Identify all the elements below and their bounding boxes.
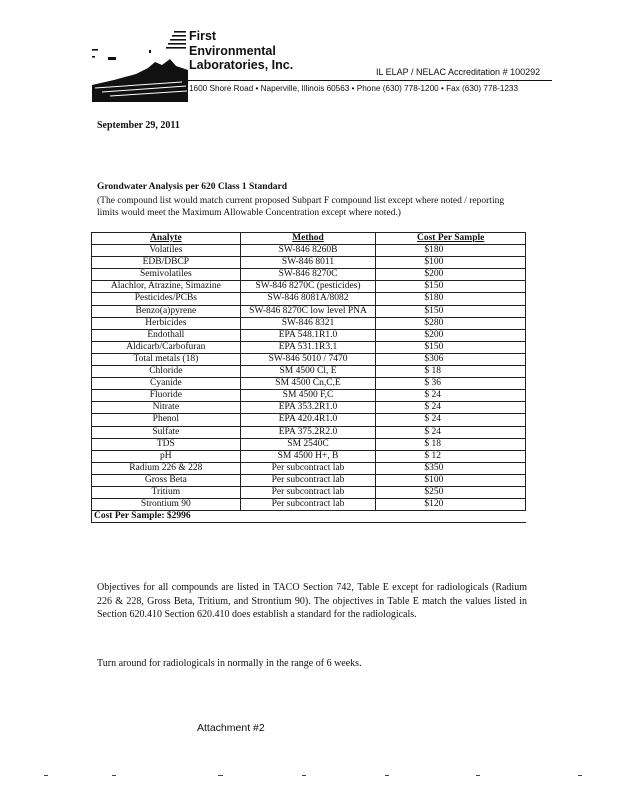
table-row (92, 366, 526, 378)
cost-cell: $100 (376, 257, 526, 269)
method-cell: SW-846 8270C (pesticides) (240, 281, 376, 293)
cost-cell: $120 (376, 499, 526, 511)
analyte-cell: Tritium (92, 486, 241, 498)
analyte-cell: Nitrate (92, 402, 241, 414)
table-row (92, 378, 526, 390)
cost-cell: $150 (376, 305, 526, 317)
company-name-line-1: First (189, 29, 217, 43)
analyte-cell: Benzo(a)pyrene (92, 305, 241, 317)
analyte-cell: TDS (92, 438, 241, 450)
cost-cell: $100 (376, 474, 526, 486)
method-cell: Per subcontract lab (240, 474, 376, 486)
method-cell: SM 4500 F,C (240, 390, 376, 402)
method-cell: Per subcontract lab (240, 499, 376, 511)
scan-mark (385, 775, 389, 776)
analyte-cell: Phenol (92, 414, 241, 426)
scan-mark (302, 775, 306, 776)
method-cell: SW-846 5010 / 7470 (240, 353, 376, 365)
analyte-cell: Total metals (18) (92, 353, 241, 365)
cost-cell: $350 (376, 462, 526, 474)
scan-mark (476, 775, 480, 776)
analyte-cell: pH (92, 450, 241, 462)
attachment-label: Attachment #2 (197, 722, 265, 734)
table-row (92, 486, 526, 498)
cost-cell: $180 (376, 293, 526, 305)
cost-cell: $ 24 (376, 402, 526, 414)
cost-cell: $ 12 (376, 450, 526, 462)
objectives-paragraph: Objectives for all compounds are listed in TACO Section 742, Table E except for radiologicals (Radium 226 & 228, Gross Beta, Tritium, and Strontium 90). The objectives in Table E match the values listed in Section 620.410 Section 620.410 does establish a standard for the radiologicals. (97, 582, 527, 620)
table-row (92, 305, 526, 317)
company-address: 1600 Shore Road • Naperville, Illinois 60563 • Phone (630) 778-1200 • Fax (630) 778-1233 (189, 84, 519, 93)
analyte-cell: Alachlor, Atrazine, Simazine (92, 281, 241, 293)
cost-cell: $ 24 (376, 390, 526, 402)
cost-cell: $180 (376, 245, 526, 257)
cost-cell: $200 (376, 269, 526, 281)
table-row (92, 245, 526, 257)
analyte-cell: Sulfate (92, 426, 241, 438)
analyte-cell: Strontium 90 (92, 499, 241, 511)
letter-date: September 29, 2011 (97, 120, 180, 131)
company-name-line-2: Environmental (189, 43, 276, 58)
method-cell: SM 4500 Cn,C,E (240, 378, 376, 390)
method-cell: SM 4500 Cl, E (240, 366, 376, 378)
intro-note: (The compound list would match current proposed Subpart F compound list except where noted / reporting limits would meet the Maximum Allowable Concentration except where noted.) (97, 196, 505, 218)
analyte-cell: Aldicarb/Carbofuran (92, 341, 241, 353)
analyte-cell: Pesticides/PCBs (92, 293, 241, 305)
analyte-cell: Radium 226 & 228 (92, 462, 241, 474)
method-cell: EPA 420.4R1.0 (240, 414, 376, 426)
table-row (92, 257, 526, 269)
table-row (92, 474, 526, 486)
analyte-cell: Cyanide (92, 378, 241, 390)
method-column-header: Method (240, 233, 376, 245)
turnaround-note: Turn around for radiologicals in normally in the range of 6 weeks. (97, 658, 362, 669)
cost-cell: $ 18 (376, 366, 526, 378)
company-name-line-3: Laboratories, Inc. (189, 58, 294, 72)
cost-cell: $ 18 (376, 438, 526, 450)
table-row (92, 438, 526, 450)
analyte-cell: Volatiles (92, 245, 241, 257)
scan-mark (578, 775, 582, 776)
total-cost: Cost Per Sample: $2996 (92, 511, 526, 523)
cost-cell: $250 (376, 486, 526, 498)
method-cell: SM 4500 H+, B (240, 450, 376, 462)
method-cell: SW-846 8270C low level PNA (240, 305, 376, 317)
analyte-cell: Endothall (92, 329, 241, 341)
cost-cell: $280 (376, 317, 526, 329)
table-row (92, 462, 526, 474)
cost-cell: $306 (376, 353, 526, 365)
method-cell: Per subcontract lab (240, 462, 376, 474)
method-cell: SW-846 8270C (240, 269, 376, 281)
company-name (189, 29, 293, 73)
cost-table-header-row (92, 233, 526, 245)
accreditation-number: IL ELAP / NELAC Accreditation # 100292 (376, 67, 541, 77)
cost-cell: $200 (376, 329, 526, 341)
method-cell: EPA 548.1R1.0 (240, 329, 376, 341)
method-cell: EPA 353.2R1.0 (240, 402, 376, 414)
method-cell: Per subcontract lab (240, 486, 376, 498)
method-cell: EPA 375.2R2.0 (240, 426, 376, 438)
cost-cell: $ 36 (376, 378, 526, 390)
method-cell: SW-846 8011 (240, 257, 376, 269)
analyte-cell: Chloride (92, 366, 241, 378)
table-row (92, 281, 526, 293)
total-row (92, 511, 526, 523)
analyte-cell: Fluoride (92, 390, 241, 402)
company-logo (92, 22, 188, 102)
method-cell: SW-846 8321 (240, 317, 376, 329)
scan-mark (44, 775, 48, 776)
cost-cell: $150 (376, 341, 526, 353)
table-row (92, 450, 526, 462)
method-cell: EPA 531.1R3.1 (240, 341, 376, 353)
analyte-cell: Herbicides (92, 317, 241, 329)
table-row (92, 390, 526, 402)
table-row (92, 499, 526, 511)
table-row (92, 414, 526, 426)
table-row (92, 353, 526, 365)
letterhead-rule (188, 80, 552, 81)
table-row (92, 402, 526, 414)
cost-table (91, 232, 526, 523)
table-row (92, 329, 526, 341)
scan-mark (112, 775, 116, 776)
table-row (92, 341, 526, 353)
method-cell: SM 2540C (240, 438, 376, 450)
scan-mark (218, 775, 223, 776)
method-cell: SW-846 8260B (240, 245, 376, 257)
method-cell: SW-846 8081A/8082 (240, 293, 376, 305)
cost-cell: $ 24 (376, 414, 526, 426)
analyte-cell: Semivolatiles (92, 269, 241, 281)
analyte-cell: Gross Beta (92, 474, 241, 486)
table-row (92, 293, 526, 305)
cost-cell: $ 24 (376, 426, 526, 438)
table-row (92, 269, 526, 281)
table-row (92, 426, 526, 438)
table-row (92, 317, 526, 329)
analyte-column-header: Analyte (92, 233, 241, 245)
document-heading: Grondwater Analysis per 620 Class 1 Standard (97, 182, 288, 192)
analyte-cell: EDB/DBCP (92, 257, 241, 269)
cost-cell: $150 (376, 281, 526, 293)
cost-column-header: Cost Per Sample (376, 233, 526, 245)
